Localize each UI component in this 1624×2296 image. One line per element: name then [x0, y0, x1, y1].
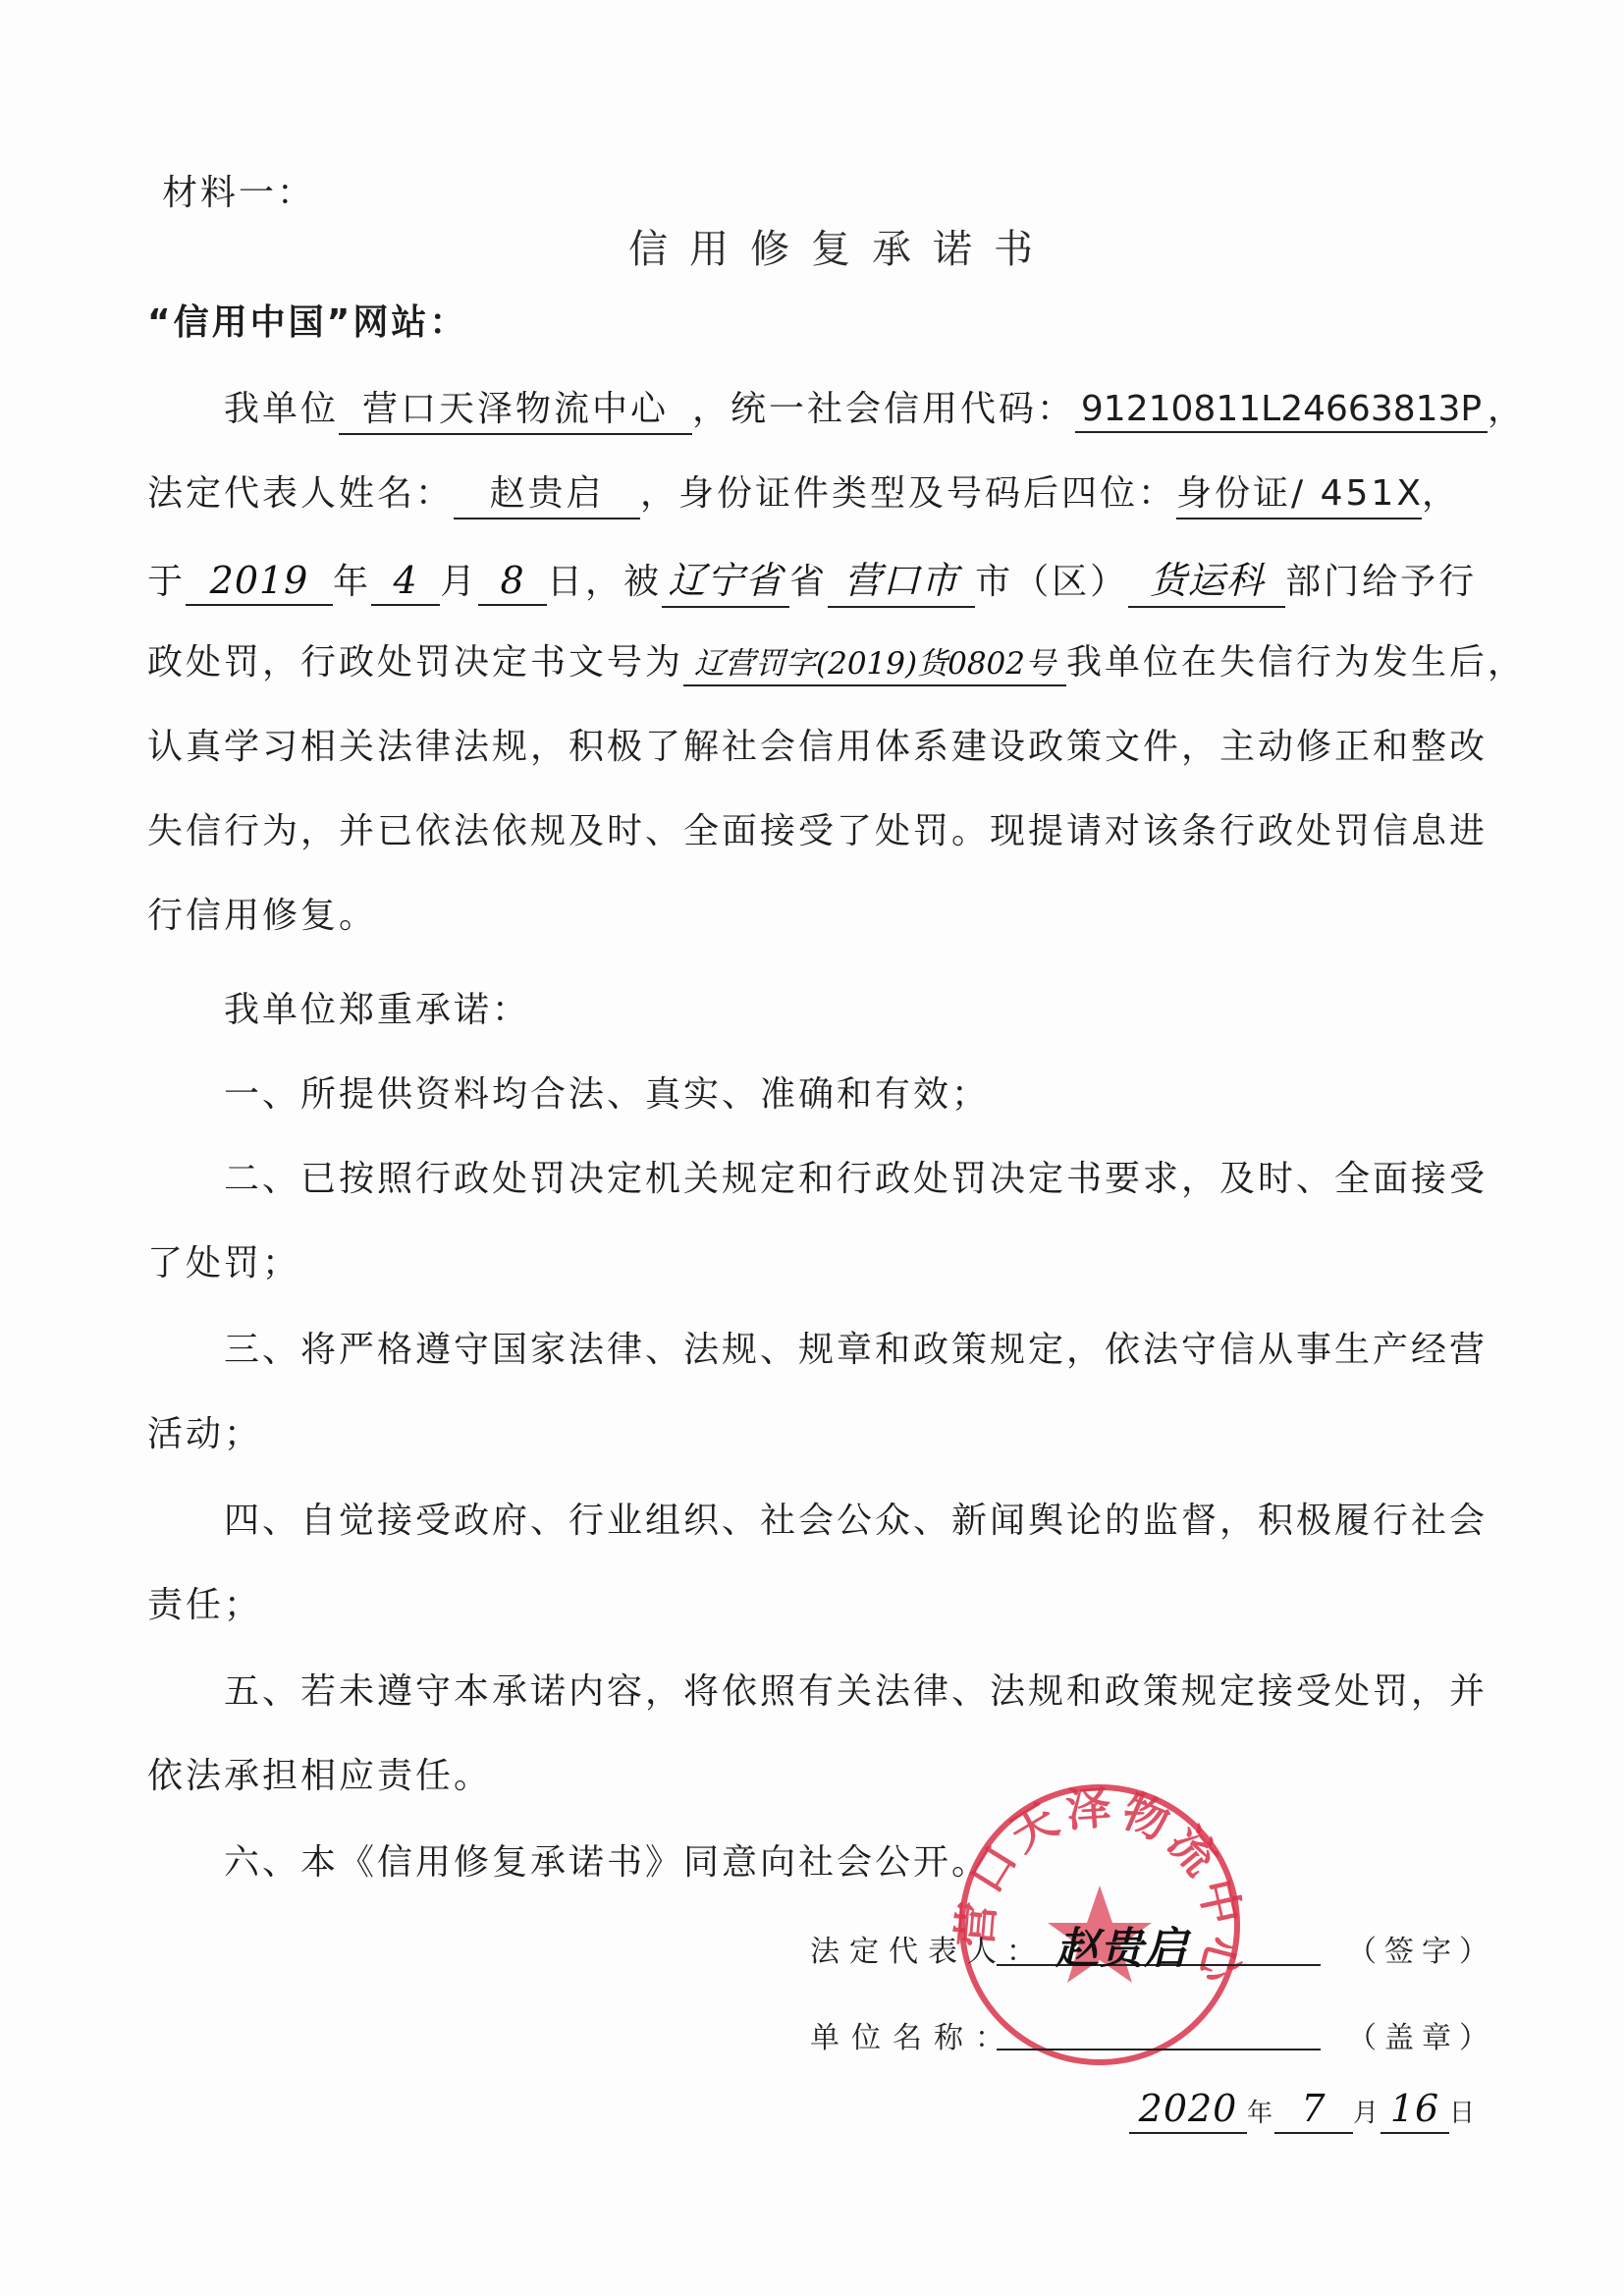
p1-text: 我单位在失信行为发生后， — [1066, 642, 1527, 683]
p1-line7: 行信用修复。 — [147, 896, 378, 936]
handwritten-year: 2019 — [186, 559, 333, 606]
p1-line4 — [147, 634, 1526, 686]
pledge-intro: 我单位郑重承诺： — [224, 990, 531, 1030]
p1-text: 年 — [333, 562, 372, 602]
signing-date — [1129, 2087, 1477, 2134]
pledge-item-3: 三、将严格遵守国家法律、法规、规章和政策规定，依法守信从事生产经营 — [224, 1330, 1489, 1370]
pledge-item-3-cont: 活动； — [147, 1414, 263, 1454]
handwritten-month: 4 — [371, 559, 440, 606]
date-day-suffix: 日 — [1449, 2099, 1478, 2128]
handwritten-city: 营口市 — [828, 550, 975, 608]
salutation: “信用中国”网站： — [147, 302, 468, 343]
document-title: 信用修复承诺书 — [628, 227, 1055, 272]
date-day: 16 — [1380, 2087, 1449, 2134]
legal-rep-label: 法定代表人： — [810, 1935, 1046, 1969]
pledge-item-6: 六、本《信用修复承诺书》同意向社会公开。 — [224, 1842, 991, 1883]
p1-text: ，统一社会信用代码： — [692, 389, 1076, 429]
handwritten-department: 货运科 — [1128, 550, 1285, 608]
handwritten-province: 辽宁省 — [662, 550, 789, 608]
legal-rep-signature: 赵贵启 — [1056, 1924, 1188, 1974]
p1-text: 月 — [440, 562, 479, 602]
p1-text: 政处罚，行政处罚决定书文号为 — [147, 642, 684, 683]
p1-text: ， — [1488, 389, 1527, 429]
pledge-item-4: 四、自觉接受政府、行业组织、社会公众、新闻舆论的监督，积极履行社会 — [224, 1501, 1489, 1541]
p1-text: 我单位 — [224, 389, 340, 429]
pledge-item-4-cont: 责任； — [147, 1585, 263, 1625]
unit-name-line — [997, 2049, 1321, 2050]
pledge-item-2: 二、已按照行政处罚决定机关规定和行政处罚决定书要求，及时、全面接受 — [224, 1159, 1489, 1199]
legal-rep-name: 赵贵启 — [454, 465, 640, 519]
p1-text: 省 — [789, 562, 829, 602]
p1-line5: 认真学习相关法律法规，积极了解社会信用体系建设政策文件，主动修正和整改 — [147, 727, 1489, 767]
p1-line1 — [224, 381, 1526, 435]
material-label: 材料一： — [162, 173, 316, 213]
p1-line2 — [147, 465, 1460, 519]
p1-text: ，身份证件类型及号码后四位： — [640, 473, 1177, 514]
date-year-suffix: 年 — [1247, 2099, 1275, 2128]
p1-line3 — [147, 550, 1477, 608]
p1-text: 法定代表人姓名： — [147, 473, 455, 514]
date-year: 2020 — [1129, 2087, 1247, 2134]
pledge-item-2-cont: 了处罚； — [147, 1243, 301, 1284]
pledge-item-5: 五、若未遵守本承诺内容，将依照有关法律、法规和政策规定接受处罚，并 — [224, 1671, 1489, 1712]
pledge-item-1: 一、所提供资料均合法、真实、准确和有效； — [224, 1074, 991, 1115]
credit-code: 91210811L24663813P — [1075, 389, 1488, 433]
date-month-suffix: 月 — [1353, 2099, 1381, 2128]
unit-name-label: 单位名称： — [810, 2021, 1016, 2055]
p1-text: 日，被 — [547, 562, 663, 602]
sign-suffix: （签字） — [1347, 1935, 1496, 1969]
seal-text: 营口天泽物流中心 — [947, 1779, 1252, 1995]
p1-line6: 失信行为，并已依法依规及时、全面接受了处罚。现提请对该条行政处罚信息进 — [147, 811, 1489, 851]
p1-text: 市（区） — [975, 562, 1129, 602]
seal-suffix: （盖章） — [1347, 2021, 1496, 2055]
id-info: 身份证/ 451X — [1176, 465, 1422, 519]
handwritten-day: 8 — [478, 559, 547, 606]
p1-text: 部门给予行 — [1285, 562, 1478, 602]
company-name: 营口天泽物流中心 — [339, 381, 692, 435]
date-month: 7 — [1274, 2087, 1353, 2134]
p1-text: 于 — [147, 562, 187, 602]
handwritten-decision-number: 辽营罚字(2019)货0802号 — [683, 638, 1066, 686]
pledge-item-5-cont: 依法承担相应责任。 — [147, 1756, 493, 1796]
p1-text: ， — [1422, 473, 1461, 514]
